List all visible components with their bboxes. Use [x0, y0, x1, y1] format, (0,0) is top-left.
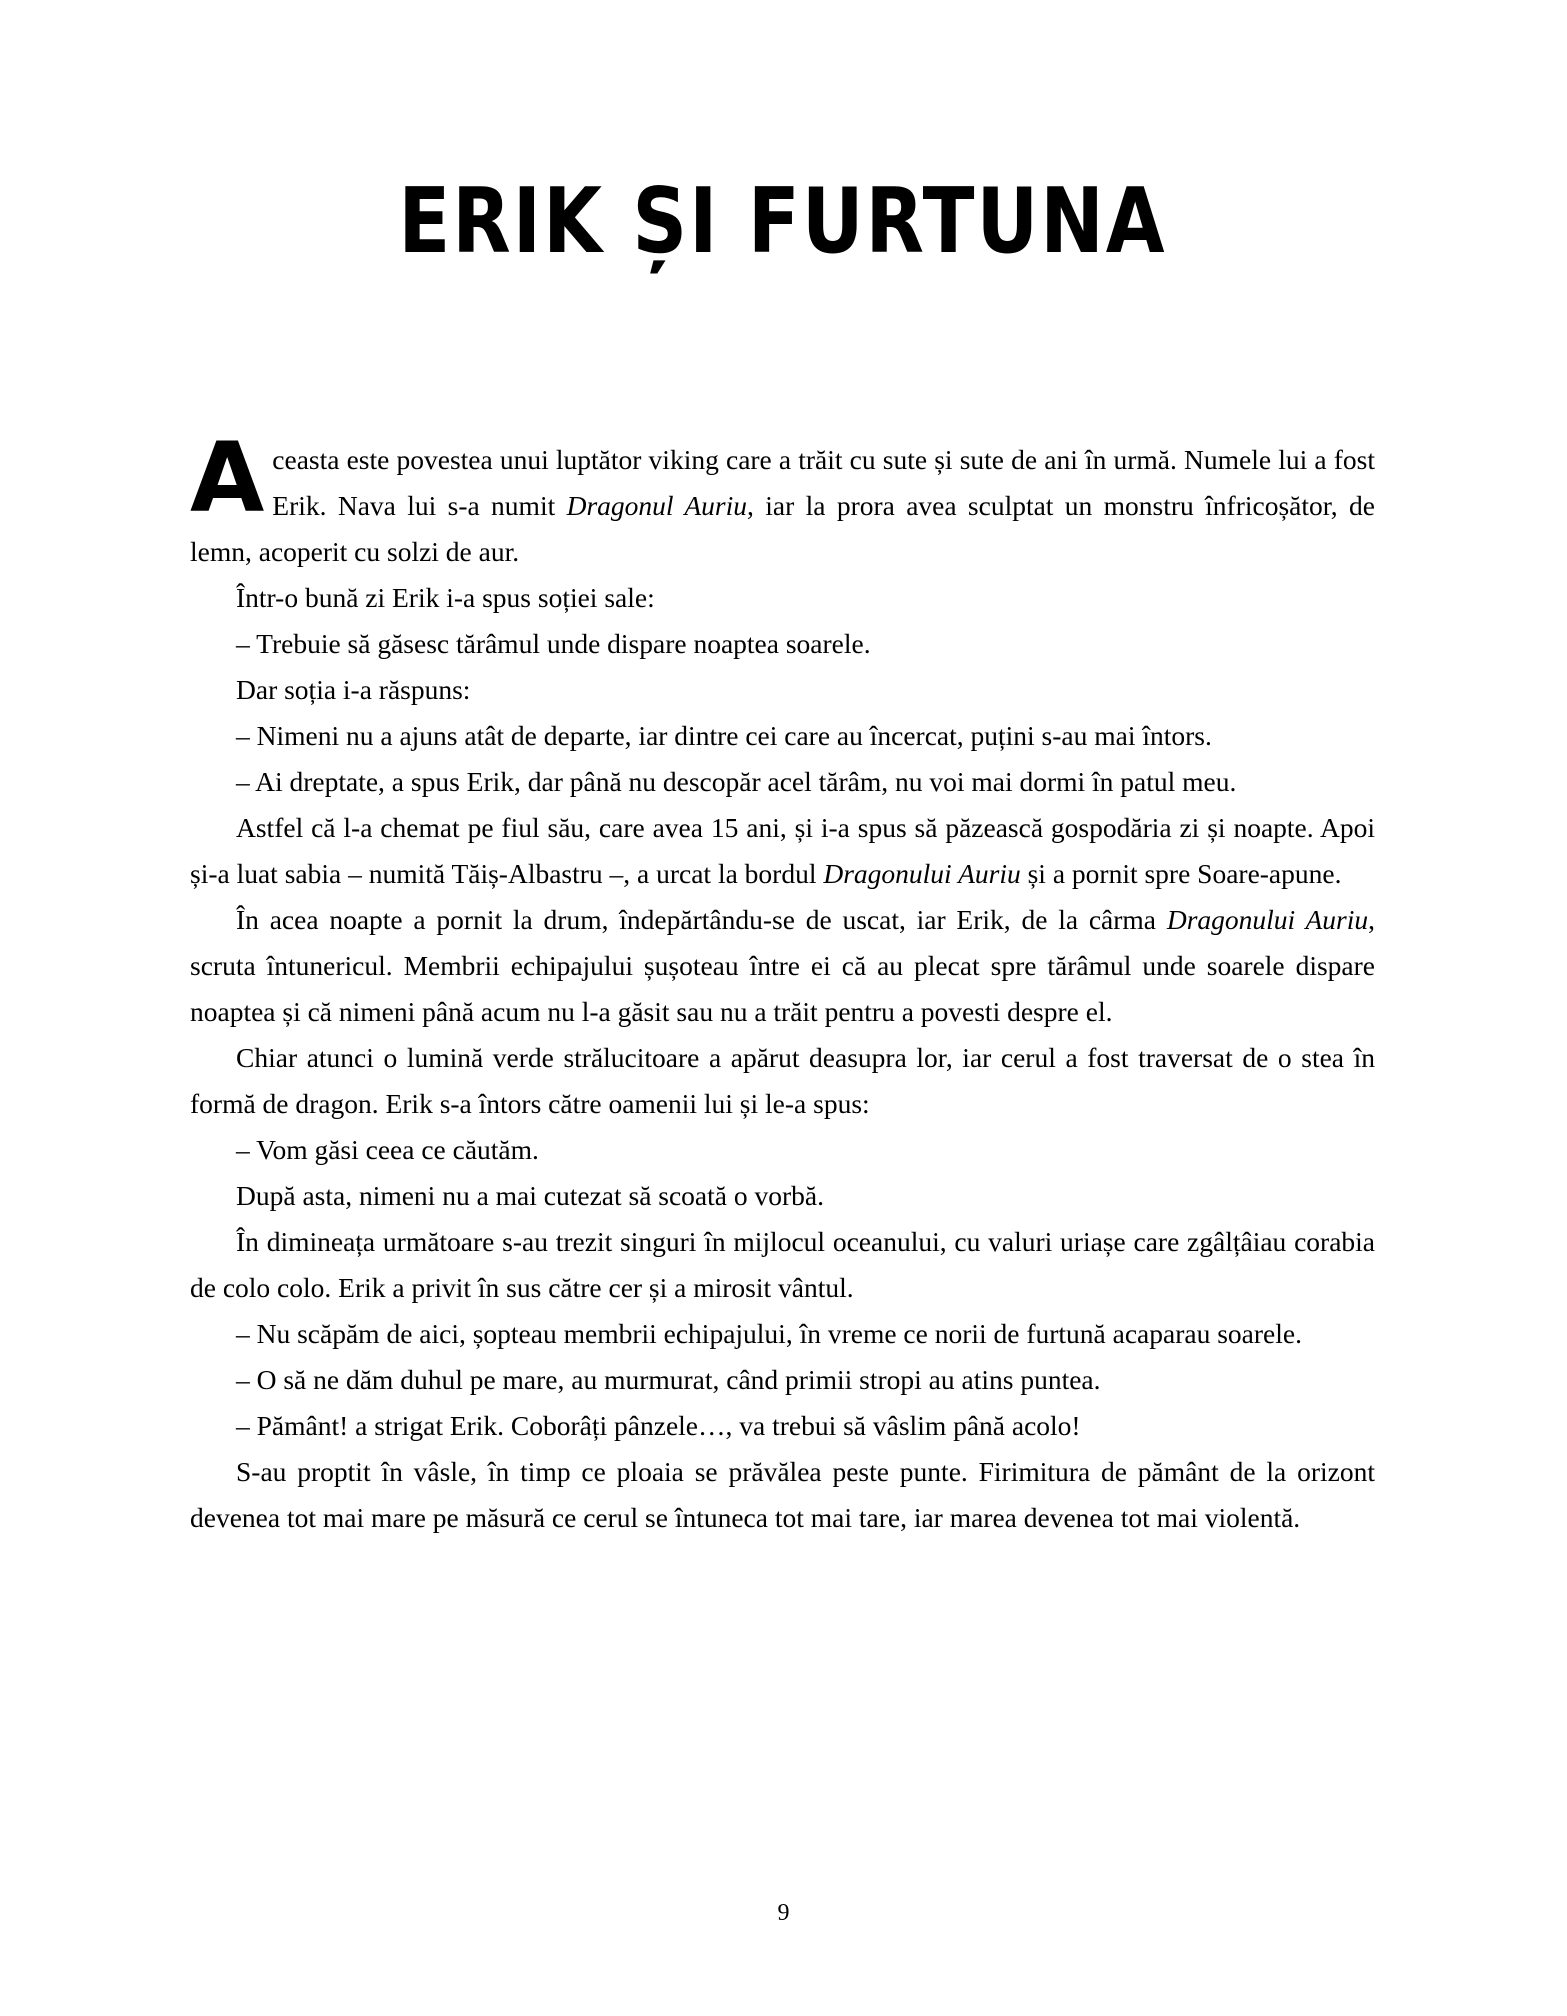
story-paragraph: [190, 1311, 1375, 1357]
story-paragraph: [190, 759, 1375, 805]
text-run: Într-o bună zi Erik i-a spus soției sale:: [236, 582, 655, 613]
text-run: Chiar atunci o lumină verde strălucitoare a apărut deasupra lor, iar cerul a fost traversat de o stea în formă de dragon. Erik s-a întors către oamenii lui și le-a spus:: [190, 1042, 1375, 1119]
ship-name-italic: Dragonul Auriu: [566, 490, 748, 521]
story-paragraph: [190, 805, 1375, 897]
text-run: , iar la prora avea sculptat un monstru înfricoșător, de lemn, acoperit cu solzi de aur.: [190, 490, 1375, 567]
text-run: și a pornit spre Soare-apune.: [1020, 858, 1342, 889]
story-paragraph: [190, 422, 1375, 575]
story-paragraph: [190, 1219, 1375, 1311]
text-run: – Nu scăpăm de aici, șopteau membrii echipajului, în vreme ce norii de furtună acaparau soarele.: [236, 1318, 1302, 1349]
text-run: , scruta întunericul. Membrii echipajului șușoteau între ei că au plecat spre tărâmul unde soarele dispare noaptea și că nimeni până acum nu l-a găsit sau nu a trăit pentru a povesti despre el.: [190, 904, 1375, 1027]
ship-name-italic: Dragonului Auriu: [1166, 904, 1369, 935]
text-run: În acea noapte a pornit la drum, îndepărtându-se de uscat, iar Erik, de la cârma: [236, 904, 1167, 935]
drop-cap: A: [190, 422, 265, 534]
text-run: În dimineața următoare s-au trezit singuri în mijlocul oceanului, cu valuri uriașe care zgâlțâiau corabia de colo colo. Erik a privit în sus către cer și a mirosit vântul.: [190, 1226, 1375, 1303]
story-paragraph: [190, 1127, 1375, 1173]
text-run: Dar soția i-a răspuns:: [236, 674, 471, 705]
story-paragraph: [190, 1403, 1375, 1449]
page-title: ERIK ȘI FURTUNA: [398, 168, 1167, 274]
story-paragraph: [190, 897, 1375, 1035]
text-run: – Trebuie să găsesc tărâmul unde dispare noaptea soarele.: [236, 628, 871, 659]
text-run: După asta, nimeni nu a mai cutezat să scoată o vorbă.: [236, 1180, 824, 1211]
text-run: – Vom găsi ceea ce căutăm.: [236, 1134, 539, 1165]
story-paragraph: [190, 1173, 1375, 1219]
story-body: [190, 422, 1375, 1541]
story-paragraph: [190, 1357, 1375, 1403]
text-run: – Pământ! a strigat Erik. Coborâți pânzele…, va trebui să vâslim până acolo!: [236, 1410, 1081, 1441]
ship-name-italic: Dragonului Auriu: [823, 858, 1021, 889]
story-paragraph: [190, 713, 1375, 759]
story-paragraph: [190, 575, 1375, 621]
story-paragraph: [190, 621, 1375, 667]
story-paragraph: [190, 1035, 1375, 1127]
text-run: – Nimeni nu a ajuns atât de departe, iar dintre cei care au încercat, puțini s-au mai întors.: [236, 720, 1212, 751]
text-run: ceasta este povestea unui luptător viking care a trăit cu sute și sute de ani în urmă. Numele lui a fost Erik. Nava lui s-a numit: [272, 444, 1375, 521]
page-content: [190, 0, 1375, 1541]
story-paragraph: [190, 1449, 1375, 1541]
story-paragraph: [190, 667, 1375, 713]
text-run: – O să ne dăm duhul pe mare, au murmurat, când primii stropi au atins puntea.: [236, 1364, 1101, 1395]
text-run: – Ai dreptate, a spus Erik, dar până nu descopăr acel tărâm, nu voi mai dormi în patul meu.: [236, 766, 1237, 797]
page-number: 9: [777, 1900, 790, 1926]
text-run: S-au proptit în vâsle, în timp ce ploaia se prăvălea peste punte. Firimitura de pământ de la orizont devenea tot mai mare pe măsură ce cerul se întuneca tot mai tare, iar marea devenea tot mai violentă.: [190, 1456, 1375, 1533]
text-run: Astfel că l-a chemat pe fiul său, care avea 15 ani, și i-a spus să păzească gospodăria zi și noapte. Apoi și-a luat sabia – numită Tăiș-Albastru –, a urcat la bordul: [190, 812, 1375, 889]
paragraph-list: [190, 422, 1375, 1541]
